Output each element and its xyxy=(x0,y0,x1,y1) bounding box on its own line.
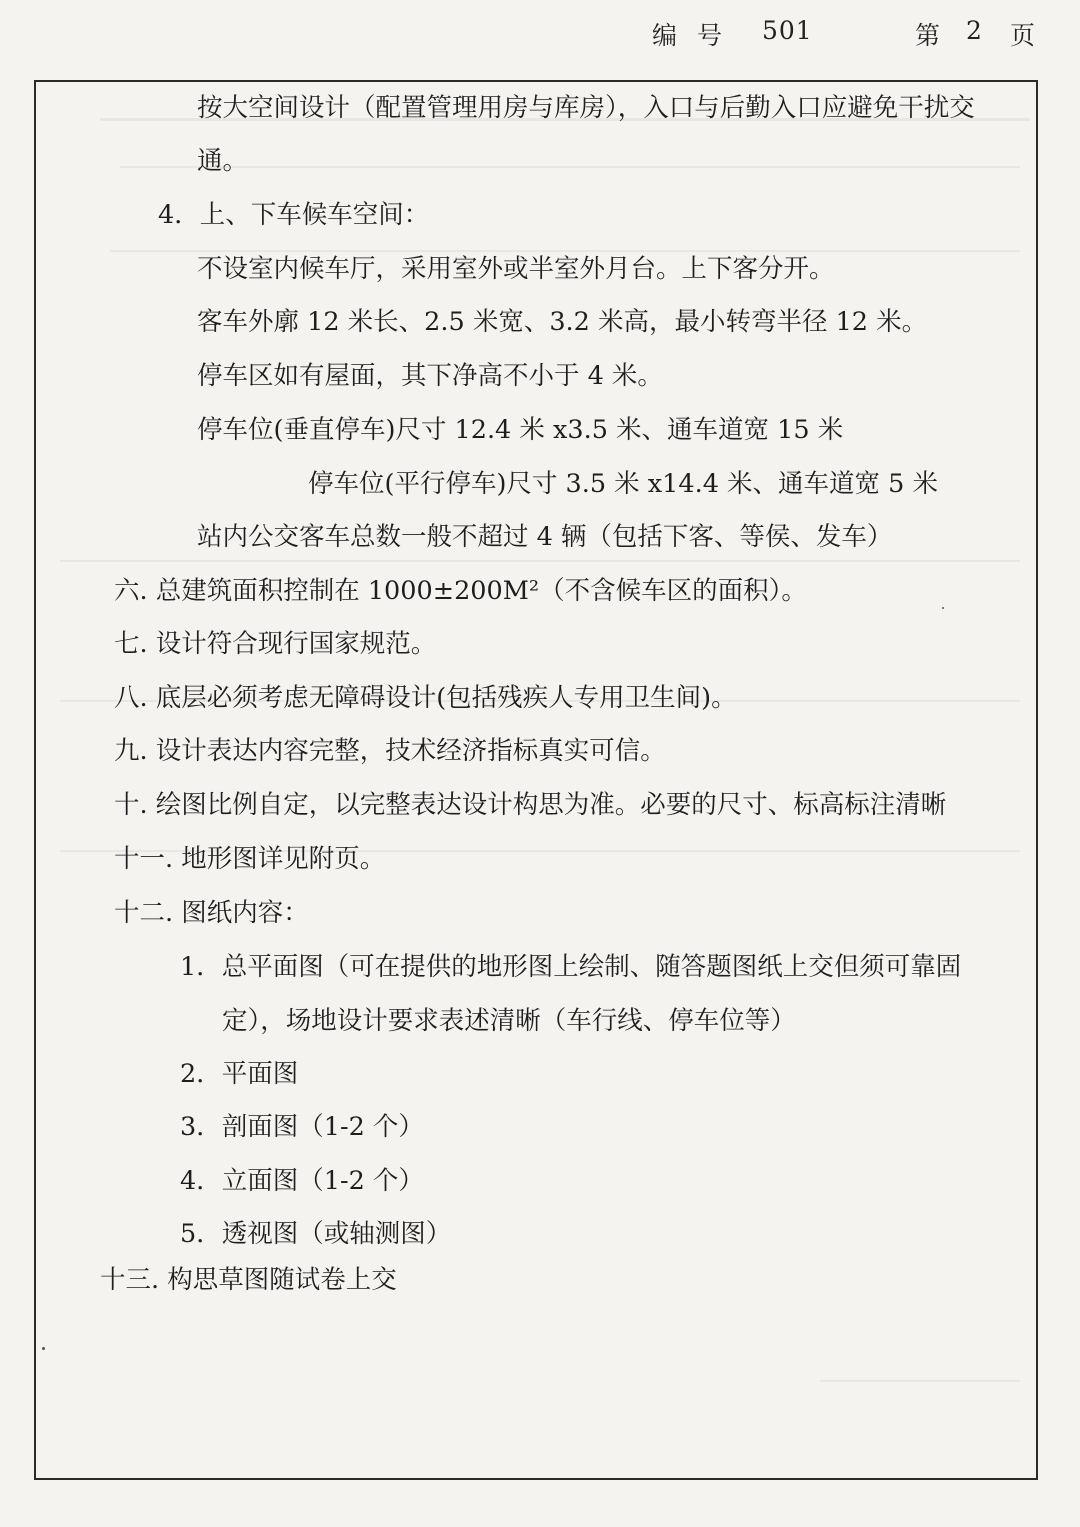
page-prefix: 第 xyxy=(915,21,947,50)
document-number-label: 编 号 xyxy=(652,21,728,50)
text-line: 十. 绘图比例自定，以完整表达设计构思为准。必要的尺寸、标高标注清晰 xyxy=(114,790,947,820)
text-line: 3．剖面图（1-2 个） xyxy=(180,1112,424,1142)
text-line: 通。 xyxy=(197,146,249,176)
scan-speck xyxy=(42,1347,45,1350)
text-line: 站内公交客车总数一般不超过 4 辆（包括下客、等侯、发车） xyxy=(197,522,893,552)
text-line: 七. 设计符合现行国家规范。 xyxy=(114,629,437,659)
text-line: 4．上、下车候车空间： xyxy=(158,200,430,230)
text-line: 4．立面图（1-2 个） xyxy=(180,1166,424,1196)
page-suffix: 页 xyxy=(1010,21,1042,50)
text-line: 不设室内候车厅，采用室外或半室外月台。上下客分开。 xyxy=(197,254,835,284)
text-line: 十二. 图纸内容： xyxy=(114,898,309,928)
text-line: 八. 底层必须考虑无障碍设计(包括残疾人专用卫生间)。 xyxy=(114,683,737,713)
text-line: 2．平面图 xyxy=(180,1059,299,1089)
scan-speck xyxy=(942,607,944,609)
text-line: 停车位(平行停车)尺寸 3.5 米 x14.4 米、通车道宽 5 米 xyxy=(308,469,938,499)
text-line: 客车外廓 12 米长、2.5 米宽、3.2 米高，最小转弯半径 12 米。 xyxy=(197,307,928,337)
text-line: 5．透视图（或轴测图） xyxy=(180,1219,452,1249)
page-number: 2 xyxy=(966,16,982,45)
text-line: 六. 总建筑面积控制在 1000±200M²（不含候车区的面积）。 xyxy=(114,576,807,606)
text-line: 九. 设计表达内容完整，技术经济指标真实可信。 xyxy=(114,736,666,766)
text-line: 十一. 地形图详见附页。 xyxy=(114,844,386,874)
text-line: 定），场地设计要求表述清晰（车行线、停车位等） xyxy=(222,1006,796,1036)
text-line: 按大空间设计（配置管理用房与库房），入口与后勤入口应避免干扰交 xyxy=(197,93,975,123)
document-number-value: 501 xyxy=(762,16,813,45)
text-line: 1．总平面图（可在提供的地形图上绘制、随答题图纸上交但须可靠固 xyxy=(180,952,962,982)
text-line: 十三. 构思草图随试卷上交 xyxy=(100,1265,397,1295)
text-line: 停车区如有屋面，其下净高不小于 4 米。 xyxy=(197,361,663,391)
text-line: 停车位(垂直停车)尺寸 12.4 米 x3.5 米、通车道宽 15 米 xyxy=(197,415,844,445)
